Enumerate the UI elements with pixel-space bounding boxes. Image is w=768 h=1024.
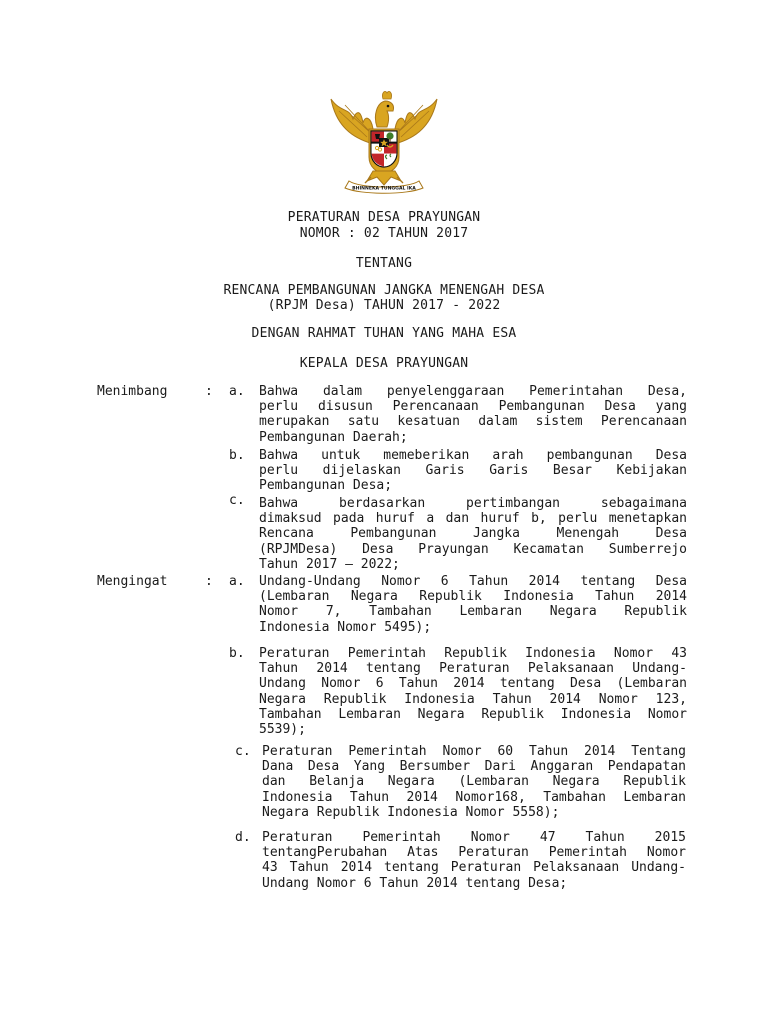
about-heading: TENTANG — [355, 256, 413, 271]
regulation-title: PERATURAN DESA PRAYUNGAN — [287, 210, 481, 225]
mengingat-a-mark: a. — [229, 574, 245, 589]
mengingat-colon: : — [205, 574, 213, 589]
mengingat-d-mark: d. — [235, 830, 251, 845]
mengingat-a-text: Undang-Undang Nomor 6 Tahun 2014 tentang Desa (Lembaran Negara Republik Indonesia Tahun 2014 Nomor 7, Tambahan Lembaran Negara Republik Indonesia Nomor 5495); — [259, 574, 687, 635]
mengingat-c-text: Peraturan Pemerintah Nomor 60 Tahun 2014 Tentang Dana Desa Yang Bersumber Dari Anggaran Pendapatan dan Belanja Negara (Lembaran Negara Republik Indonesia Tahun 2014 Nomor168, Tambahan Lembaran Negara Republik Indonesia Nomor 5558); — [262, 744, 686, 820]
menimbang-a-text: Bahwa dalam penyelenggaraan Pemerintahan Desa, perlu disusun Perencanaan Pembangunan Desa yang merupakan satu kesatuan dalam sistem Perencanaan Pembangunan Daerah; — [259, 384, 687, 445]
menimbang-c-mark: c. — [229, 493, 245, 508]
mengingat-c-mark: c. — [235, 744, 251, 759]
menimbang-colon: : — [205, 384, 213, 399]
official-title: KEPALA DESA PRAYUNGAN — [299, 356, 469, 371]
subject-line-2: (RPJM Desa) TAHUN 2017 - 2022 — [267, 298, 501, 313]
regulation-number: NOMOR : 02 TAHUN 2017 — [299, 226, 469, 241]
mengingat-b-text: Peraturan Pemerintah Republik Indonesia Nomor 43 Tahun 2014 tentang Peraturan Pelaksanaan Undang- Undang Nomor 6 Tahun 2014 tentang Desa (Lembaran Negara Republik Indonesia Tahun 2014 Nomor 123, Tambahan Lembaran Negara Republik Indonesia Nomor 5539); — [259, 646, 687, 738]
mengingat-label: Mengingat — [97, 574, 168, 589]
garuda-pancasila-emblem-icon — [327, 85, 441, 195]
menimbang-a-mark: a. — [229, 384, 245, 399]
menimbang-b-text: Bahwa untuk memeberikan arah pembangunan Desa perlu dijelaskan Garis Garis Besar Kebijakan Pembangunan Desa; — [259, 448, 687, 494]
menimbang-label: Menimbang — [97, 384, 168, 399]
mengingat-b-mark: b. — [229, 646, 245, 661]
emblem-motto: BHINNEKA TUNGGAL IKA — [352, 186, 416, 192]
invocation: DENGAN RAHMAT TUHAN YANG MAHA ESA — [251, 326, 517, 341]
menimbang-c-text: Bahwa berdasarkan pertimbangan sebagaimana dimaksud pada huruf a dan huruf b, perlu menetapkan Rencana Pembangunan Jangka Menengah Desa (RPJMDesa) Desa Prayungan Kecamatan Sumberrejo Tahun 2017 – 2022; — [259, 496, 687, 572]
mengingat-d-text: Peraturan Pemerintah Nomor 47 Tahun 2015 tentangPerubahan Atas Peraturan Pemerintah Nomor 43 Tahun 2014 tentang Peraturan Pelaksanaan Undang- Undang Nomor 6 Tahun 2014 tentang Desa; — [262, 830, 686, 891]
menimbang-b-mark: b. — [229, 448, 245, 463]
subject-line-1: RENCANA PEMBANGUNAN JANGKA MENENGAH DESA — [223, 283, 545, 298]
